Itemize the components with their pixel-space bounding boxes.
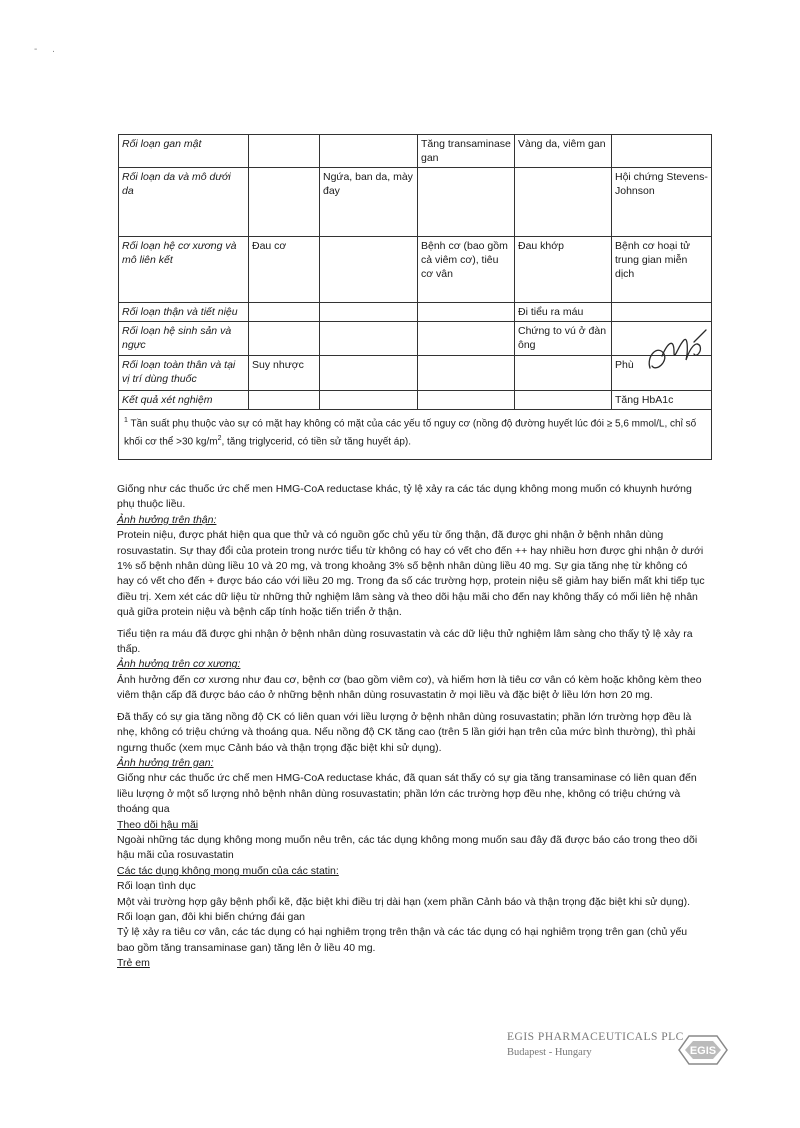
frequency-cell: Hội chứng Stevens-Johnson <box>612 168 712 237</box>
table-row <box>119 303 712 322</box>
stamp-company-name: EGIS PHARMACEUTICALS PLC <box>507 1031 684 1043</box>
organ-class-cell: Rối loạn hệ cơ xương và mô liên kết <box>119 237 249 303</box>
organ-class-cell: Rối loạn da và mô dưới da <box>119 168 249 237</box>
frequency-cell <box>418 356 515 391</box>
frequency-cell <box>249 322 320 356</box>
frequency-cell <box>249 303 320 322</box>
organ-class-cell: Rối loạn hệ sinh sản và ngực <box>119 322 249 356</box>
frequency-cell <box>320 322 418 356</box>
table-row <box>119 168 712 237</box>
paragraph: Protein niệu, được phát hiện qua que thử và có nguồn gốc chủ yếu từ ống thận, đã được ghi nhận ở bệnh nhân dùng rosuvastatin. Sự thay đổi của protein trong nước tiểu từ không có hay có vết cho đến ++ hay nhiều hơn được ghi nhận ở dưới 1% số bệnh nhân dùng liều 10 và 20 mg, và trong khoảng 3% số bệnh nhân dùng liều 40 mg. Sự gia tăng nhẹ từ không có hay có vết cho đến + được báo cáo với liều 20 mg. Trong đa số các trường hợp, protein niệu sẽ giảm hay biến mất khi tiếp tục điều trị. Xem xét các dữ liệu từ những thử nghiệm lâm sàng và theo dõi hậu mãi cho đến nay không thấy có mối liên hệ nhân quả giữa protein niệu và bệnh cấp tính hoặc tiến triển ở thận. <box>117 529 705 619</box>
frequency-cell <box>418 303 515 322</box>
scan-corner-mark: - . <box>34 44 61 55</box>
table-row <box>119 135 712 168</box>
egis-logo-icon <box>673 1033 733 1067</box>
frequency-cell: Phù <box>612 356 712 391</box>
frequency-cell <box>612 135 712 168</box>
frequency-cell: Ngứa, ban da, mày đay <box>320 168 418 237</box>
frequency-cell <box>249 135 320 168</box>
table-row <box>119 322 712 356</box>
paragraph: Đã thấy có sự gia tăng nồng độ CK có liên quan với liều lượng ở bệnh nhân dùng rosuvastatin; phần lớn trường hợp đều là nhẹ, không có triệu chứng và thoáng qua. Nếu nồng độ CK tăng cao (trên 5 lần giới hạn trên của mức bình thường), thì phải ngưng thuốc (xem mục Cảnh báo và thận trọng đặc biệt khi sử dụng). <box>117 710 696 754</box>
frequency-cell <box>320 391 418 410</box>
frequency-cell: Bệnh cơ (bao gồm cả viêm cơ), tiêu cơ vân <box>418 237 515 303</box>
paragraph: Rối loạn gan, đôi khi biến chứng đái gan <box>117 910 305 923</box>
organ-class-cell: Rối loạn toàn thân và tại vị trí dùng thuốc <box>119 356 249 391</box>
frequency-cell: Bệnh cơ hoại tử trung gian miễn dịch <box>612 237 712 303</box>
paragraph: Tỷ lệ xảy ra tiêu cơ vân, các tác dụng có hại nghiêm trọng trên thận và các tác dụng có hại nghiêm trọng trên gan (chủ yếu bao gồm tăng transaminase gan) tăng lên ở liều 40 mg. <box>117 926 688 954</box>
table-row <box>119 356 712 391</box>
frequency-cell <box>515 391 612 410</box>
section-heading: Ảnh hưởng trên cơ xương: <box>117 658 241 671</box>
organ-class-cell: Kết quả xét nghiệm <box>119 391 249 410</box>
company-stamp <box>505 1027 735 1077</box>
adverse-effects-table <box>118 134 712 460</box>
section-heading: Các tác dụng không mong muốn của các statin: <box>117 864 339 877</box>
frequency-cell <box>249 168 320 237</box>
section-heading: Trẻ em <box>117 957 150 970</box>
paragraph: Giống như các thuốc ức chế men HMG-CoA reductase khác, đã quan sát thấy có sự gia tăng transaminase có liên quan đến liều lượng ở một số lượng nhỏ bệnh nhân dùng rosuvastatin; phần lớn các trường hợp đều nhẹ, không có triệu chứng và thoáng qua <box>117 772 697 816</box>
frequency-cell: Đi tiểu ra máu <box>515 303 612 322</box>
footnote-text: , tăng triglycerid, có tiền sử tăng huyết áp). <box>221 436 412 448</box>
frequency-cell: Chứng to vú ở đàn ông <box>515 322 612 356</box>
footnote-mark: 1 <box>124 417 128 424</box>
frequency-cell: Đau khớp <box>515 237 612 303</box>
paragraph: Rối loạn tình dục <box>117 880 196 893</box>
frequency-cell: Tăng HbA1c <box>612 391 712 410</box>
frequency-cell: Vàng da, viêm gan <box>515 135 612 168</box>
table-row <box>119 237 712 303</box>
frequency-cell: Đau cơ <box>249 237 320 303</box>
frequency-cell <box>320 303 418 322</box>
paragraph: Giống như các thuốc ức chế men HMG-CoA reductase khác, tỷ lệ xảy ra các tác dụng không mong muốn có khuynh hướng phụ thuộc liều. <box>117 483 692 511</box>
frequency-cell: Suy nhược <box>249 356 320 391</box>
frequency-cell: Tăng transaminase gan <box>418 135 515 168</box>
superscript-2: 2 <box>217 435 222 443</box>
signature-scribble <box>644 322 710 382</box>
frequency-cell <box>612 303 712 322</box>
section-heading: Theo dõi hậu mãi <box>117 818 199 831</box>
paragraph: Tiểu tiện ra máu đã được ghi nhận ở bệnh nhân dùng rosuvastatin và các dữ liệu thử nghiệm lâm sàng cho thấy tỷ lệ xảy ra thấp. <box>117 627 693 656</box>
section-heading: Ảnh hưởng trên thận: <box>117 513 217 526</box>
body-text <box>117 482 707 972</box>
logo-text: EGIS <box>689 1045 717 1057</box>
frequency-cell <box>320 356 418 391</box>
table-row <box>119 391 712 410</box>
table-footnote-row <box>119 410 712 460</box>
stamp-city: Budapest - Hungary <box>507 1047 592 1058</box>
frequency-cell <box>515 168 612 237</box>
frequency-cell <box>418 391 515 410</box>
frequency-cell <box>249 391 320 410</box>
frequency-cell <box>320 135 418 168</box>
frequency-cell <box>418 168 515 237</box>
paragraph: Ảnh hưởng đến cơ xương như đau cơ, bệnh cơ (bao gồm viêm cơ), và hiếm hơn là tiêu cơ vân có kèm hoặc không kèm theo viêm thận cấp đã được báo cáo ở những bệnh nhân dùng rosuvastatin ở mọi liều và đặc biệt ở liều lớn hơn 20 mg. <box>117 673 702 702</box>
table-footnote <box>119 410 712 460</box>
paragraph: Ngoài những tác dụng không mong muốn nêu trên, các tác dụng không mong muốn sau đây đã được báo cáo trong theo dõi hậu mãi của rosuvastatin <box>117 833 698 862</box>
frequency-cell <box>320 237 418 303</box>
organ-class-cell: Rối loạn gan mật <box>119 135 249 168</box>
paragraph: Một vài trường hợp gây bệnh phổi kẽ, đặc biệt khi điều trị dài hạn (xem phần Cảnh báo và thận trọng đặc biệt khi sử dụng). <box>117 895 691 908</box>
footnote-text: Tần suất phụ thuộc vào sự có mặt hay không có mặt của các yếu tố nguy cơ (nồng độ đường huyết lúc đói ≥ 5,6 mmol/L, chỉ số khối cơ thể >30 kg/m <box>124 418 697 448</box>
frequency-cell <box>418 322 515 356</box>
section-heading: Ảnh hưởng trên gan: <box>117 756 214 769</box>
organ-class-cell: Rối loạn thận và tiết niệu <box>119 303 249 322</box>
frequency-cell <box>515 356 612 391</box>
